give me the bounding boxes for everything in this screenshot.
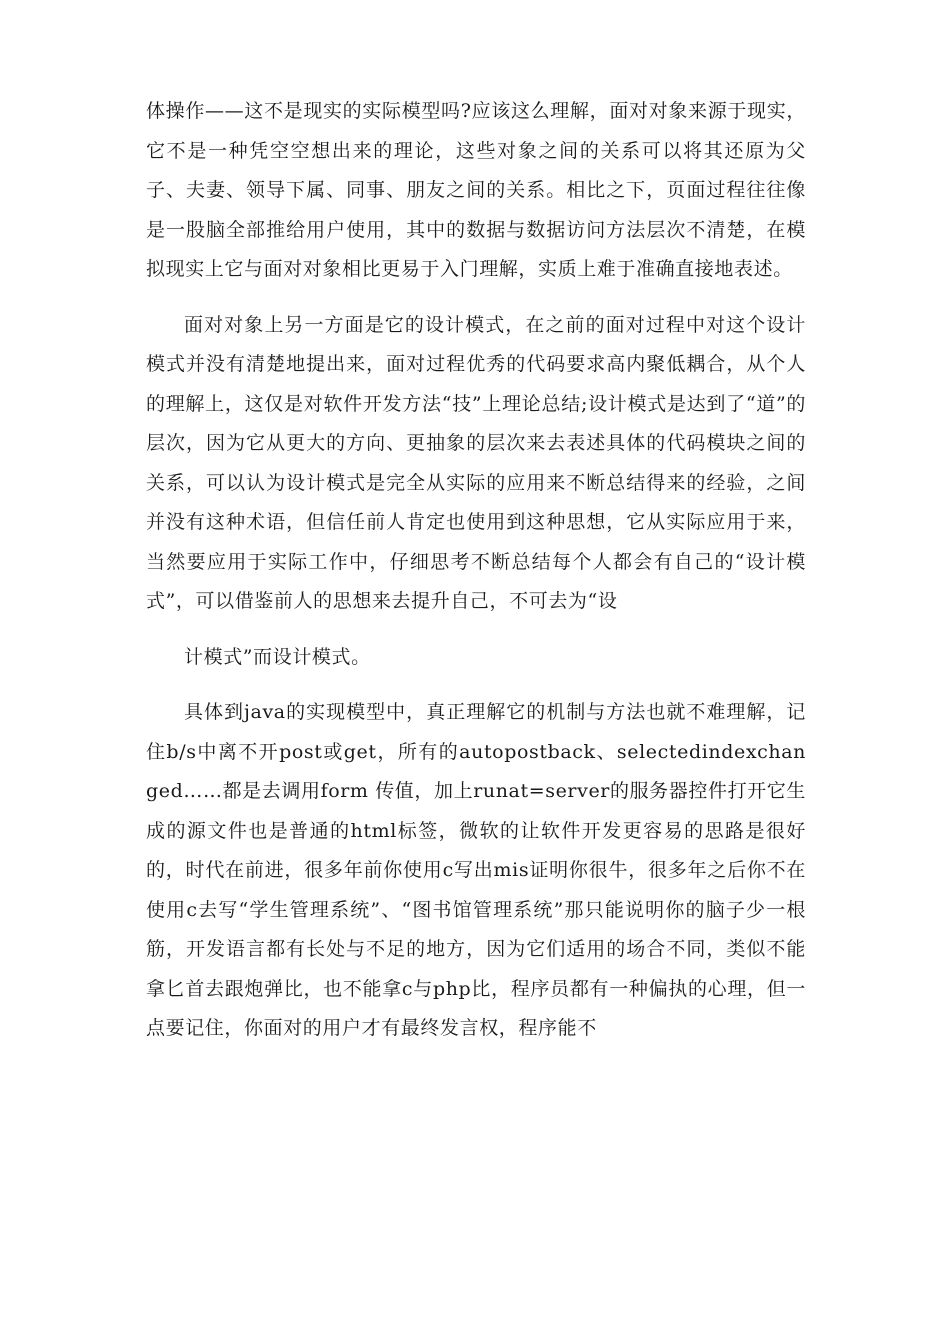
document-body <box>146 92 806 1049</box>
paragraph-1: 体操作——这不是现实的实际模型吗?应该这么理解，面对对象来源于现实，它不是一种凭空空想出来的理论，这些对象之间的关系可以将其还原为父子、夫妻、领导下属、同事、朋友之间的关系。相比之下，页面过程往往像是一股脑全部推给用户使用，其中的数据与数据访问方法层次不清楚，在模拟现实上它与面对对象相比更易于入门理解，实质上难于准确直接地表述。 <box>146 100 806 280</box>
paragraph-3: 计模式”而设计模式。 <box>184 645 371 668</box>
paragraph-2: 面对对象上另一方面是它的设计模式，在之前的面对过程中对这个设计模式并没有清楚地提出来，面对过程优秀的代码要求高内聚低耦合，从个人的理解上，这仅是对软件开发方法“技”上理论总结;设计模式是达到了“道”的层次，因为它从更大的方向、更抽象的层次来去表述具体的代码模块之间的关系，可以认为设计模式是完全从实际的应用来不断总结得来的经验，之间并没有这种术语，但信任前人肯定也使用到这种思想，它从实际应用于来，当然要应用于实际工作中，仔细思考不断总结每个人都会有自己的“设计模式”，可以借鉴前人的思想来去提升自己，不可去为“设 <box>146 313 806 612</box>
paragraph-4: 具体到java的实现模型中，真正理解它的机制与方法也就不难理解，记住b/s中离不开post或get，所有的autopostback、selectedindexchanged……都是去调用form 传值，加上runat=server的服务器控件打开它生成的源文件也是普通的html标签，微软的让软件开发更容易的思路是很好的，时代在前进，很多年前你使用c写出mis证明你很牛，很多年之后你不在使用c去写“学生管理系统”、“图书馆管理系统”那只能说明你的脑子少一根筋，开发语言都有长处与不足的地方，因为它们适用的场合不同，类似不能拿匕首去跟炮弹比，也不能拿c与php比，程序员都有一种偏执的心理，但一点要记住，你面对的用户才有最终发言权，程序能不 <box>146 701 806 1039</box>
